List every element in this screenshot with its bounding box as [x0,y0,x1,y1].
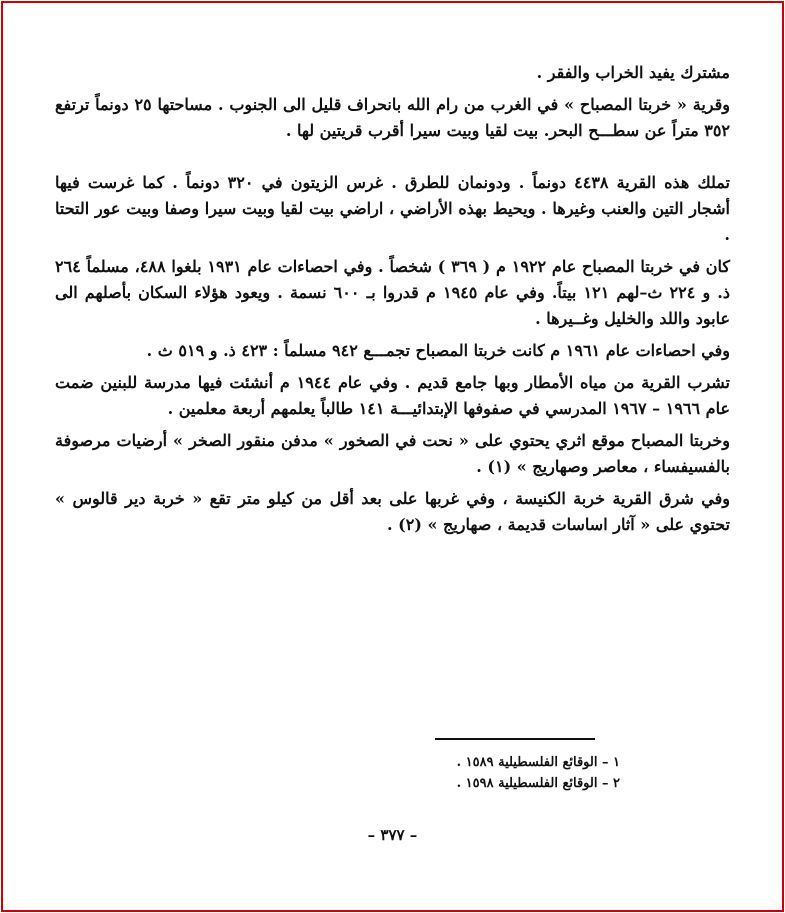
paragraph-population: كان في خربتا المصباح عام ١٩٢٢ م ( ٣٦٩ ) شخصاً . وفي احصاءات عام ١٩٣١ بلغوا ٤٨٨، مسلماً ٢٦٤ ذ. و ٢٢٤ ث–لهم ١٢١ بيتاً. وفي عام ١٩٤٥ م قدروا بـ ٦٠٠ نسمة . ويعود هؤلاء السكان بأصلهم الى عابود واللد والخليل وغــيرها . [55,257,731,328]
footnote-2: ٢ – الوقائع الفلسطيلية ١٥٩٨ . [456,776,620,791]
paragraph-land: تملك هذه القرية ٤٤٣٨ دونماً . ودونمان للطرق . غرس الزيتون في ٣٢٠ دونماً . كما غرست فيها أشجار التين والعنب وغيرها . ويحيط بهذه الأراضي ، اراضي بيت لقيا وبيت سيرا وصفا وبيت عور التحتا . [55,173,731,244]
footnote-1: ١ – الوقائع الفلسطيلية ١٥٨٩ . [456,755,620,770]
footnote-divider [435,738,595,740]
paragraph-school: تشرب القرية من مياه الأمطار وبها جامع قديم . وفي عام ١٩٤٤ م أنشئت فيها مدرسة للبنين ضمت عام ١٩٦٦ – ١٩٦٧ المدرسي في صفوفها الإبتدائيـــة ١٤١ طالباً يعلمهم أربعة معلمين . [55,373,730,418]
paragraph-census-1961: وفي احصاءات عام ١٩٦١ م كانت خربتا المصباح تجمـــع ٩٤٢ مسلماً : ٤٢٣ ذ. و ٥١٩ ث . [146,341,730,360]
page-body [55,60,730,538]
page-number: – ٣٧٧ – [367,826,418,844]
footnotes [395,752,620,794]
paragraph-ruins: وفي شرق القرية خربة الكنيسة ، وفي غربها على بعد أقل من كيلو متر تقع « خربة دير قالوس » تحتوي على « آثار اساسات قديمة ، صهاريج » (٢) . [55,489,731,534]
paragraph-location: وقرية « خربتا المصباح » في الغرب من رام الله بانحراف قليل الى الجنوب . مساحتها ٢٥ دونماً ترتفع ٣٥٢ متراً عن سطـــح البحر. بيت لقيا وبيت سيرا أقرب قريتين لها . [55,95,730,140]
paragraph-archaeology: وخربتا المصباح موقع اثري يحتوي على « نحت في الصخور » مدفن منقور الصخر » أرضيات مرصوفة بالفسيفساء ، معاصر وصهاريج » (١) . [55,431,730,476]
paragraph-intro: مشترك يفيد الخراب والفقر . [536,63,730,82]
